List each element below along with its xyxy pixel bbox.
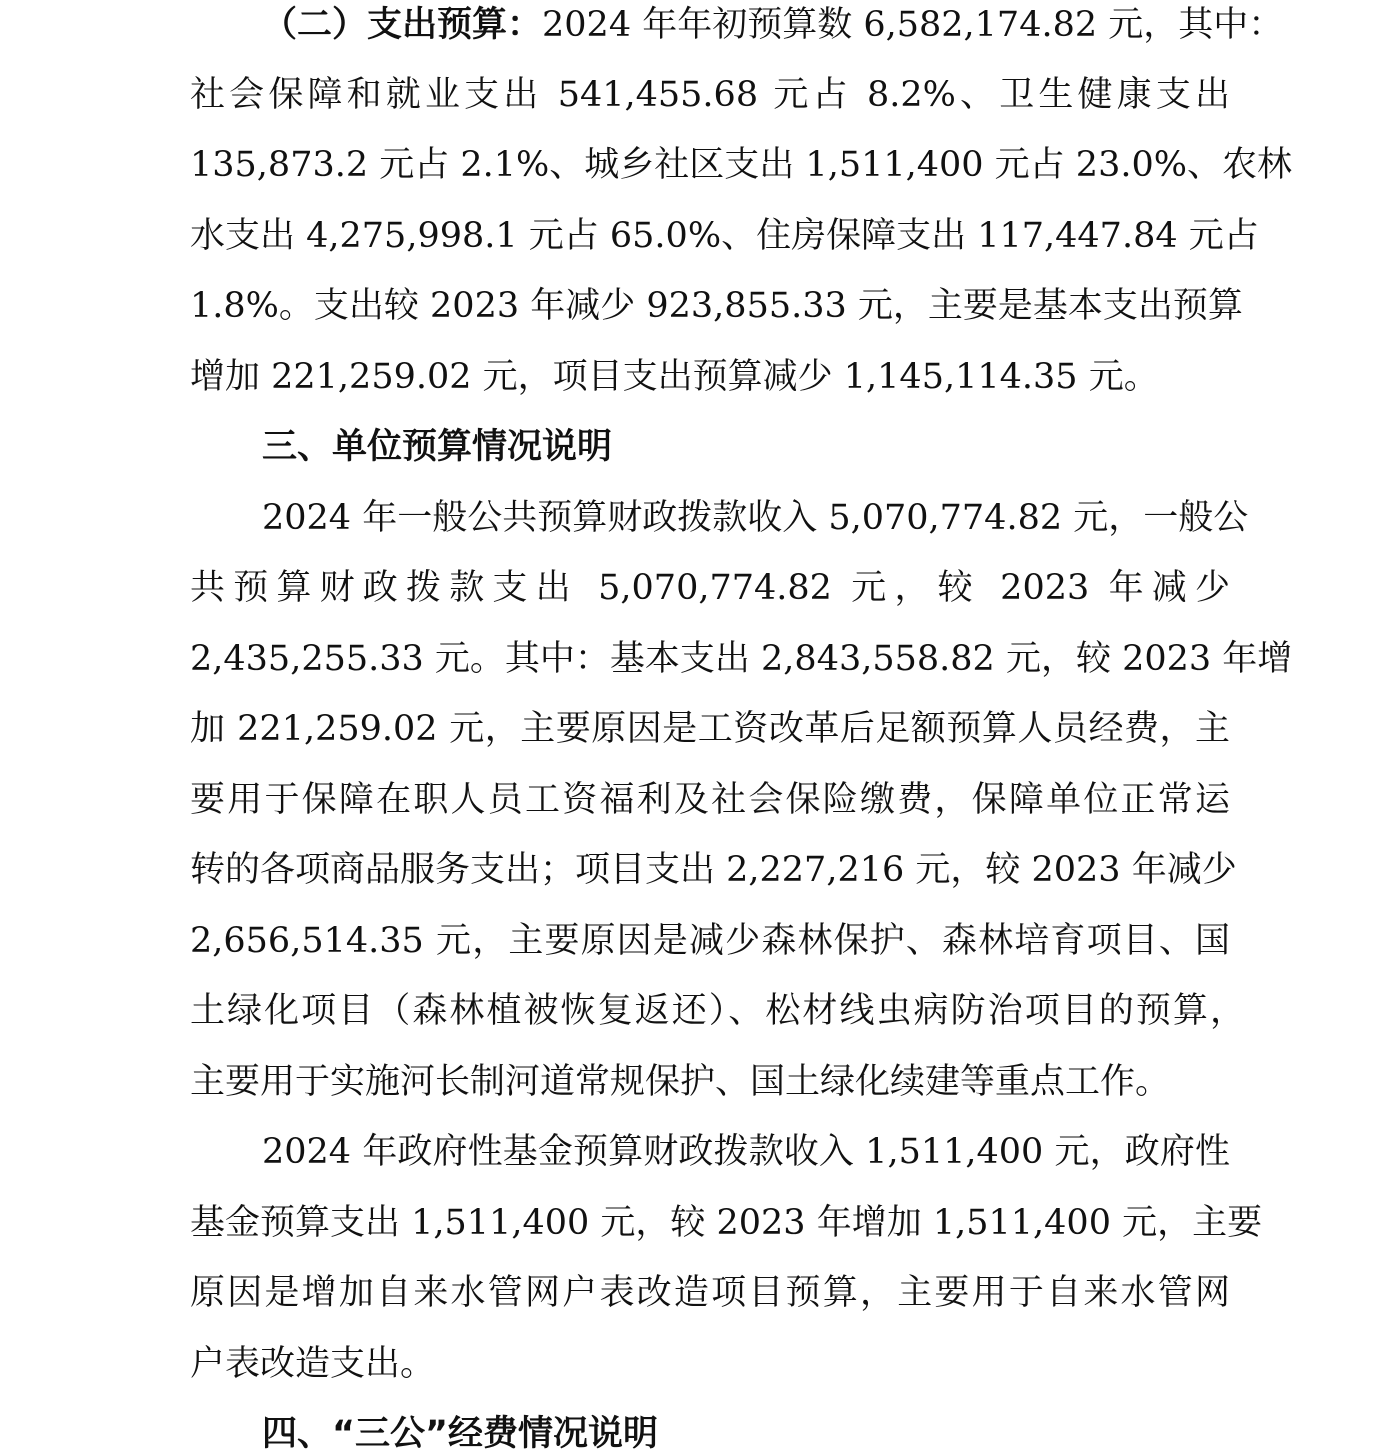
paragraph-line: 2024 年政府性基金预算财政拨款收入 1,511,400 元，政府性 <box>262 1132 1230 1172</box>
subsection-label: （二）支出预算： <box>262 5 543 45</box>
paragraph-line: 转的各项商品服务支出；项目支出 2,227,216 元，较 2023 年减少 <box>190 850 1237 890</box>
paragraph-text: 2024 年年初预算数 6,582,174.82 元，其中： <box>542 5 1284 45</box>
paragraph-line: 土绿化项目（森林植被恢复返还）、松材线虫病防治项目的预算， <box>190 991 1245 1031</box>
paragraph-line: 2,435,255.33 元。其中：基本支出 2,843,558.82 元，较 2023 年增 <box>190 639 1293 679</box>
section-heading: 四、“三公”经费情况说明 <box>262 1414 659 1454</box>
paragraph-line: 加 221,259.02 元，主要原因是工资改革后足额预算人员经费，主 <box>190 709 1230 749</box>
paragraph-line: 基金预算支出 1,511,400 元，较 2023 年增加 1,511,400 元，主要 <box>190 1203 1263 1243</box>
paragraph-line: 原因是增加自来水管网户表改造项目预算，主要用于自来水管网 <box>190 1273 1230 1313</box>
section-heading: 三、单位预算情况说明 <box>262 427 613 467</box>
paragraph-line: 2024 年一般公共预算财政拨款收入 5,070,774.82 元，一般公 <box>262 498 1249 538</box>
paragraph-line: 主要用于实施河长制河道常规保护、国土绿化续建等重点工作。 <box>190 1062 1171 1102</box>
paragraph-line: 共预算财政拨款支出 5,070,774.82 元，较 2023 年减少 <box>190 568 1230 608</box>
paragraph-line: 2,656,514.35 元，主要原因是减少森林保护、森林培育项目、国 <box>190 921 1230 961</box>
paragraph-line <box>262 0 1284 70</box>
paragraph-line: 1.8%。支出较 2023 年减少 923,855.33 元，主要是基本支出预算 <box>190 286 1243 326</box>
paragraph-line: 增加 221,259.02 元，项目支出预算减少 1,145,114.35 元。 <box>190 357 1159 397</box>
paragraph-line: 社会保障和就业支出 541,455.68 元占 8.2%、卫生健康支出 <box>190 75 1230 115</box>
paragraph-line: 135,873.2 元占 2.1%、城乡社区支出 1,511,400 元占 23.0%、农林 <box>190 145 1292 185</box>
paragraph-line: 要用于保障在职人员工资福利及社会保险缴费，保障单位正常运 <box>190 780 1230 820</box>
paragraph-line: 水支出 4,275,998.1 元占 65.0%、住房保障支出 117,447.84 元占 <box>190 216 1259 256</box>
paragraph-line: 户表改造支出。 <box>190 1344 436 1384</box>
